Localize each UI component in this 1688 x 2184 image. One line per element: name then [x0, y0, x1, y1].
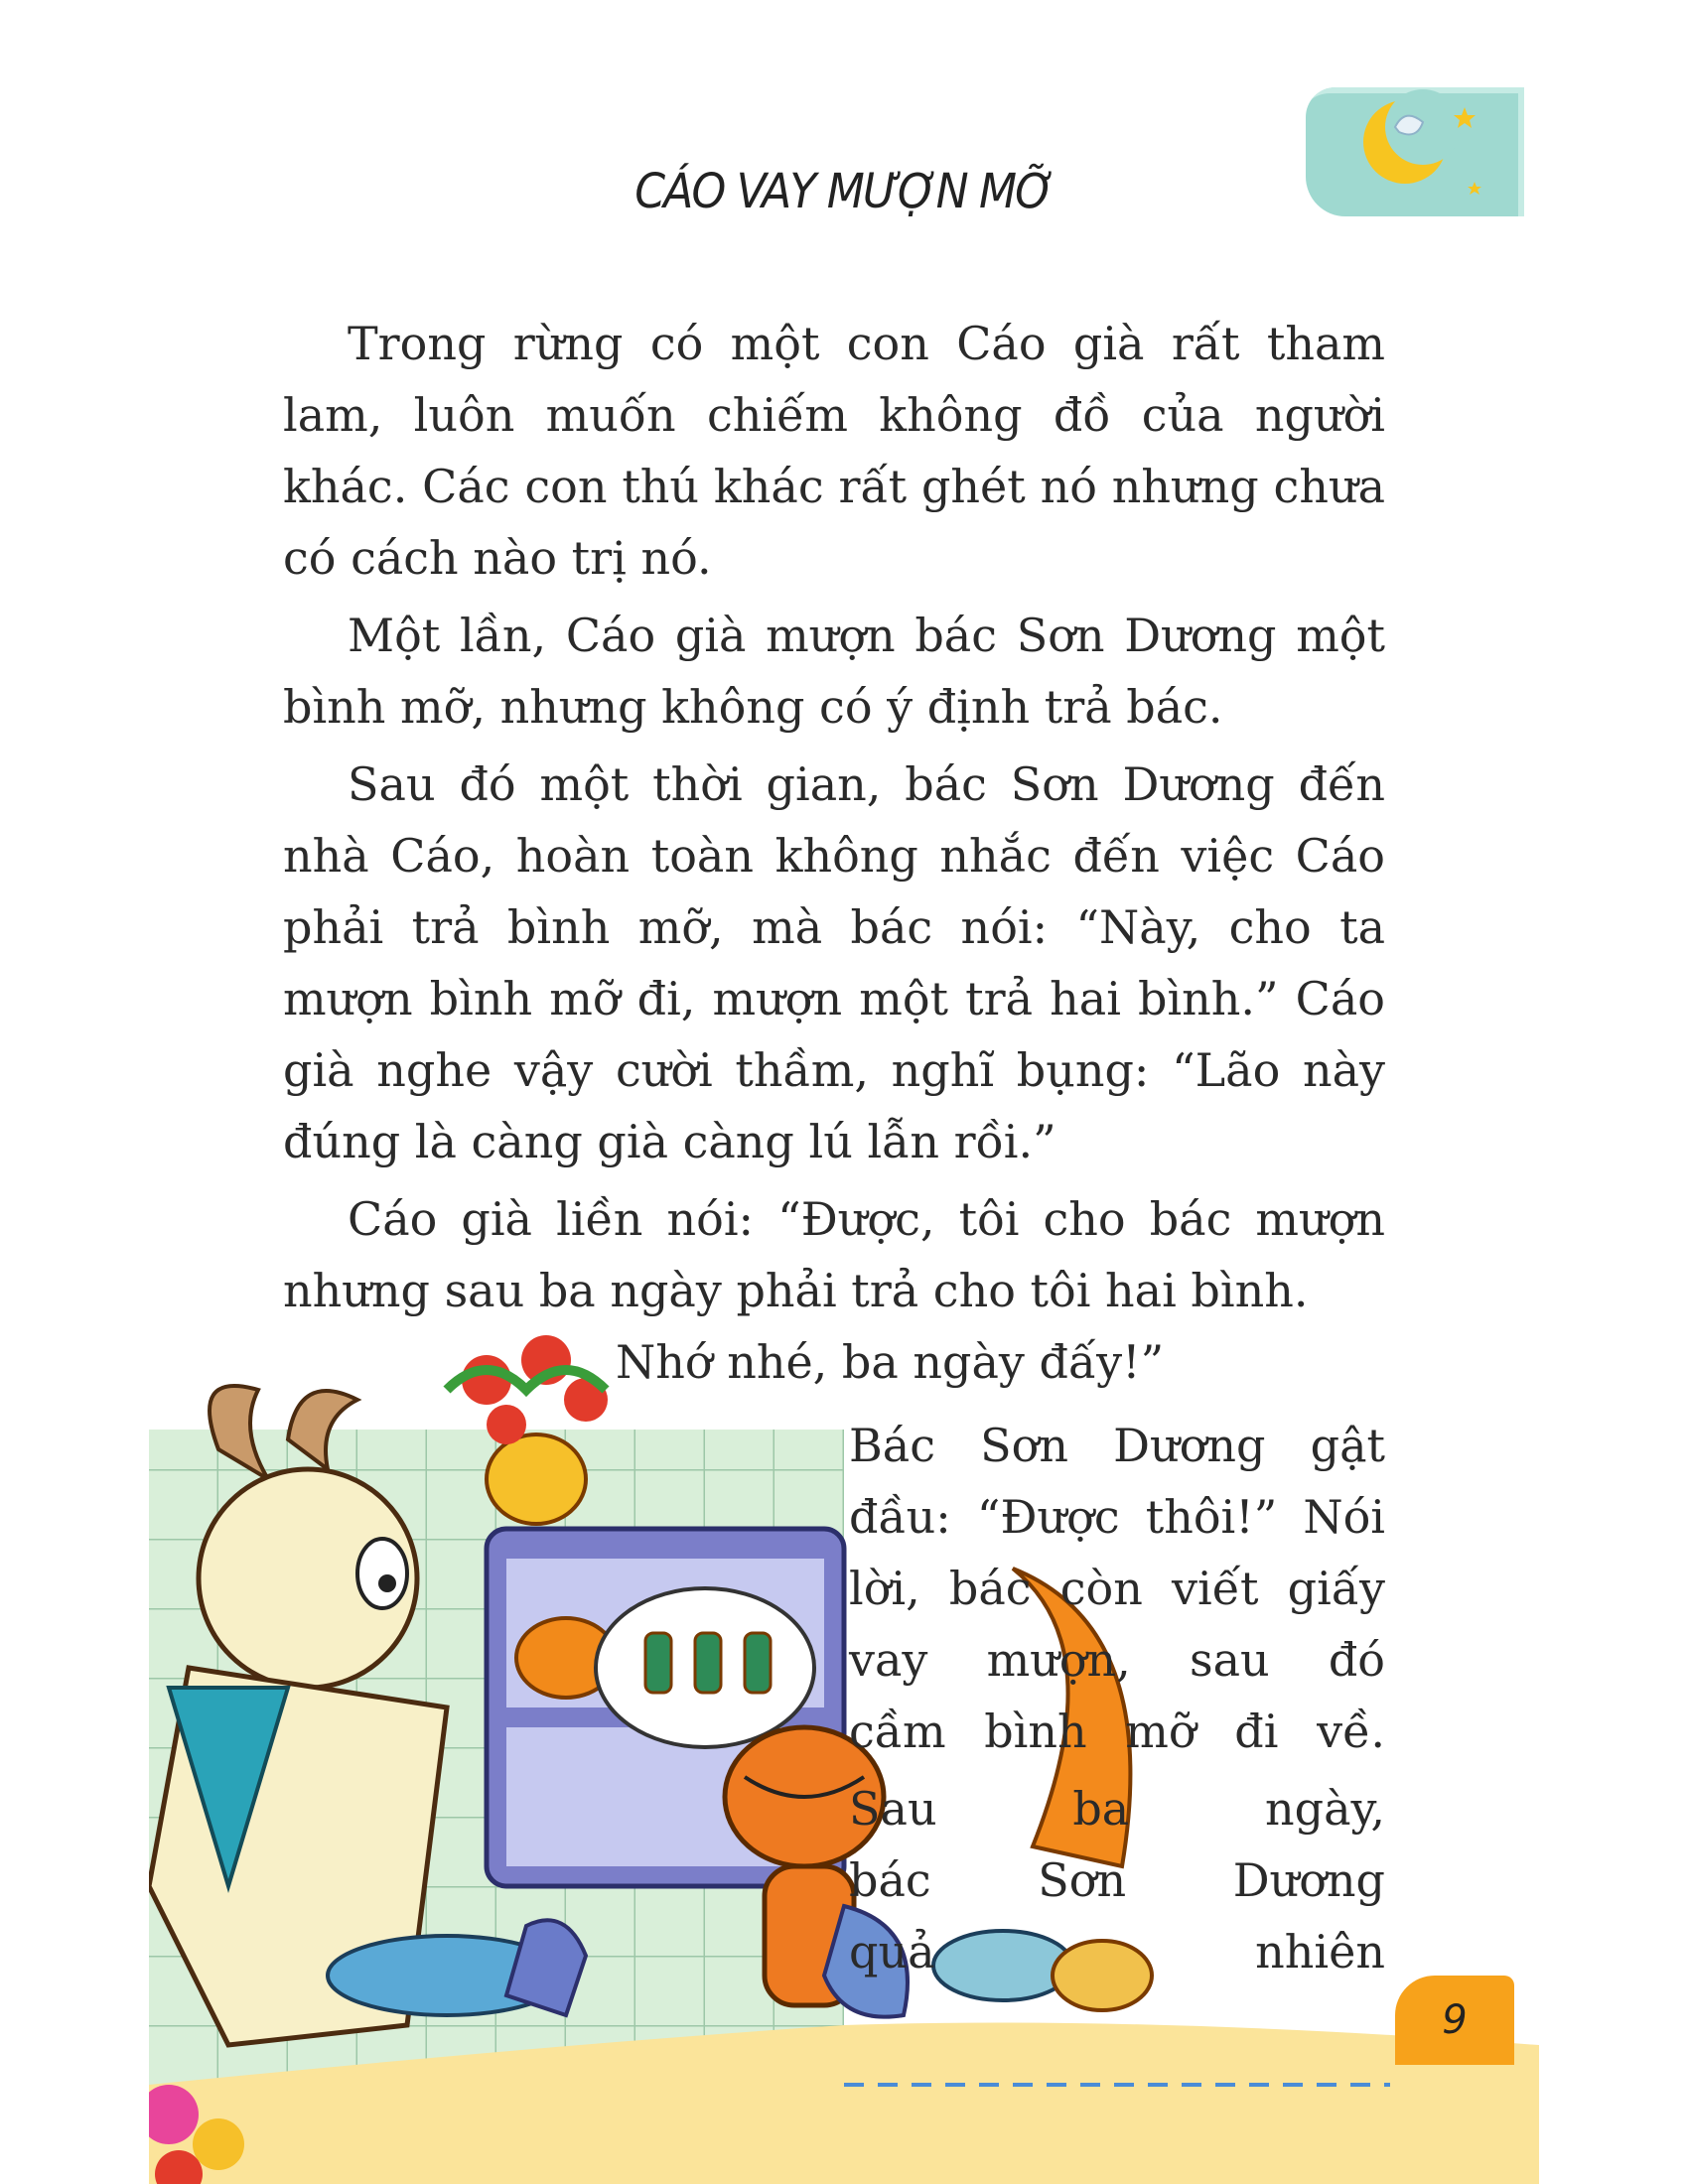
story-text — [283, 308, 1385, 1398]
paragraph-5-line-2: đầu: “Được thôi!” Nói — [849, 1490, 1385, 1544]
paragraph-6-line-3: quả nhiên — [849, 1925, 1385, 1979]
paragraph-3: Sau đó một thời gian, bác Sơn Dương đến nhà Cáo, hoàn toàn không nhắc đến việc Cáo phải trả bình mỡ, mà bác nói: “Này, cho ta mượn bình mỡ đi, mượn một trả hai bình.” Cáo già nghe vậy cười thầm, nghĩ bụng: “Lão này đúng là càng già càng lú lẫn rồi.” — [283, 757, 1385, 1168]
paragraph-2: Một lần, Cáo già mượn bác Sơn Dương một bình mỡ, nhưng không có ý định trả bác. — [283, 609, 1385, 734]
story-title: CÁO VAY MƯỢN MỠ — [634, 164, 1054, 219]
paragraph-4-tail: Nhớ nhé, ba ngày đấy!” — [616, 1335, 1165, 1389]
paragraph-1: Trong rừng có một con Cáo già rất tham lam, luôn muốn chiếm không đồ của người khác. Các con thú khác rất ghét nó nhưng chưa có cách nào trị nó. — [283, 317, 1385, 585]
paragraph-6-line-1: Sau ba ngày, — [849, 1782, 1385, 1836]
paragraph-5-line-3: lời, bác còn viết giấy — [849, 1562, 1385, 1615]
paragraph-5-line-1: Bác Sơn Dương gật — [849, 1419, 1385, 1472]
paragraph-6 — [849, 1773, 1385, 1987]
page-number: 9 — [1395, 1976, 1514, 2065]
paragraph-6-line-2: bác Sơn Dương — [849, 1853, 1385, 1907]
paragraph-5-line-5: cầm bình mỡ đi về. — [849, 1705, 1385, 1758]
paragraph-4: Cáo già liền nói: “Được, tôi cho bác mượn nhưng sau ba ngày phải trả cho tôi hai bình. — [283, 1192, 1385, 1317]
right-column-text — [849, 1410, 1385, 1993]
paragraph-5 — [849, 1410, 1385, 1767]
paragraph-5-line-4: vay mượn, sau đó — [849, 1633, 1385, 1687]
